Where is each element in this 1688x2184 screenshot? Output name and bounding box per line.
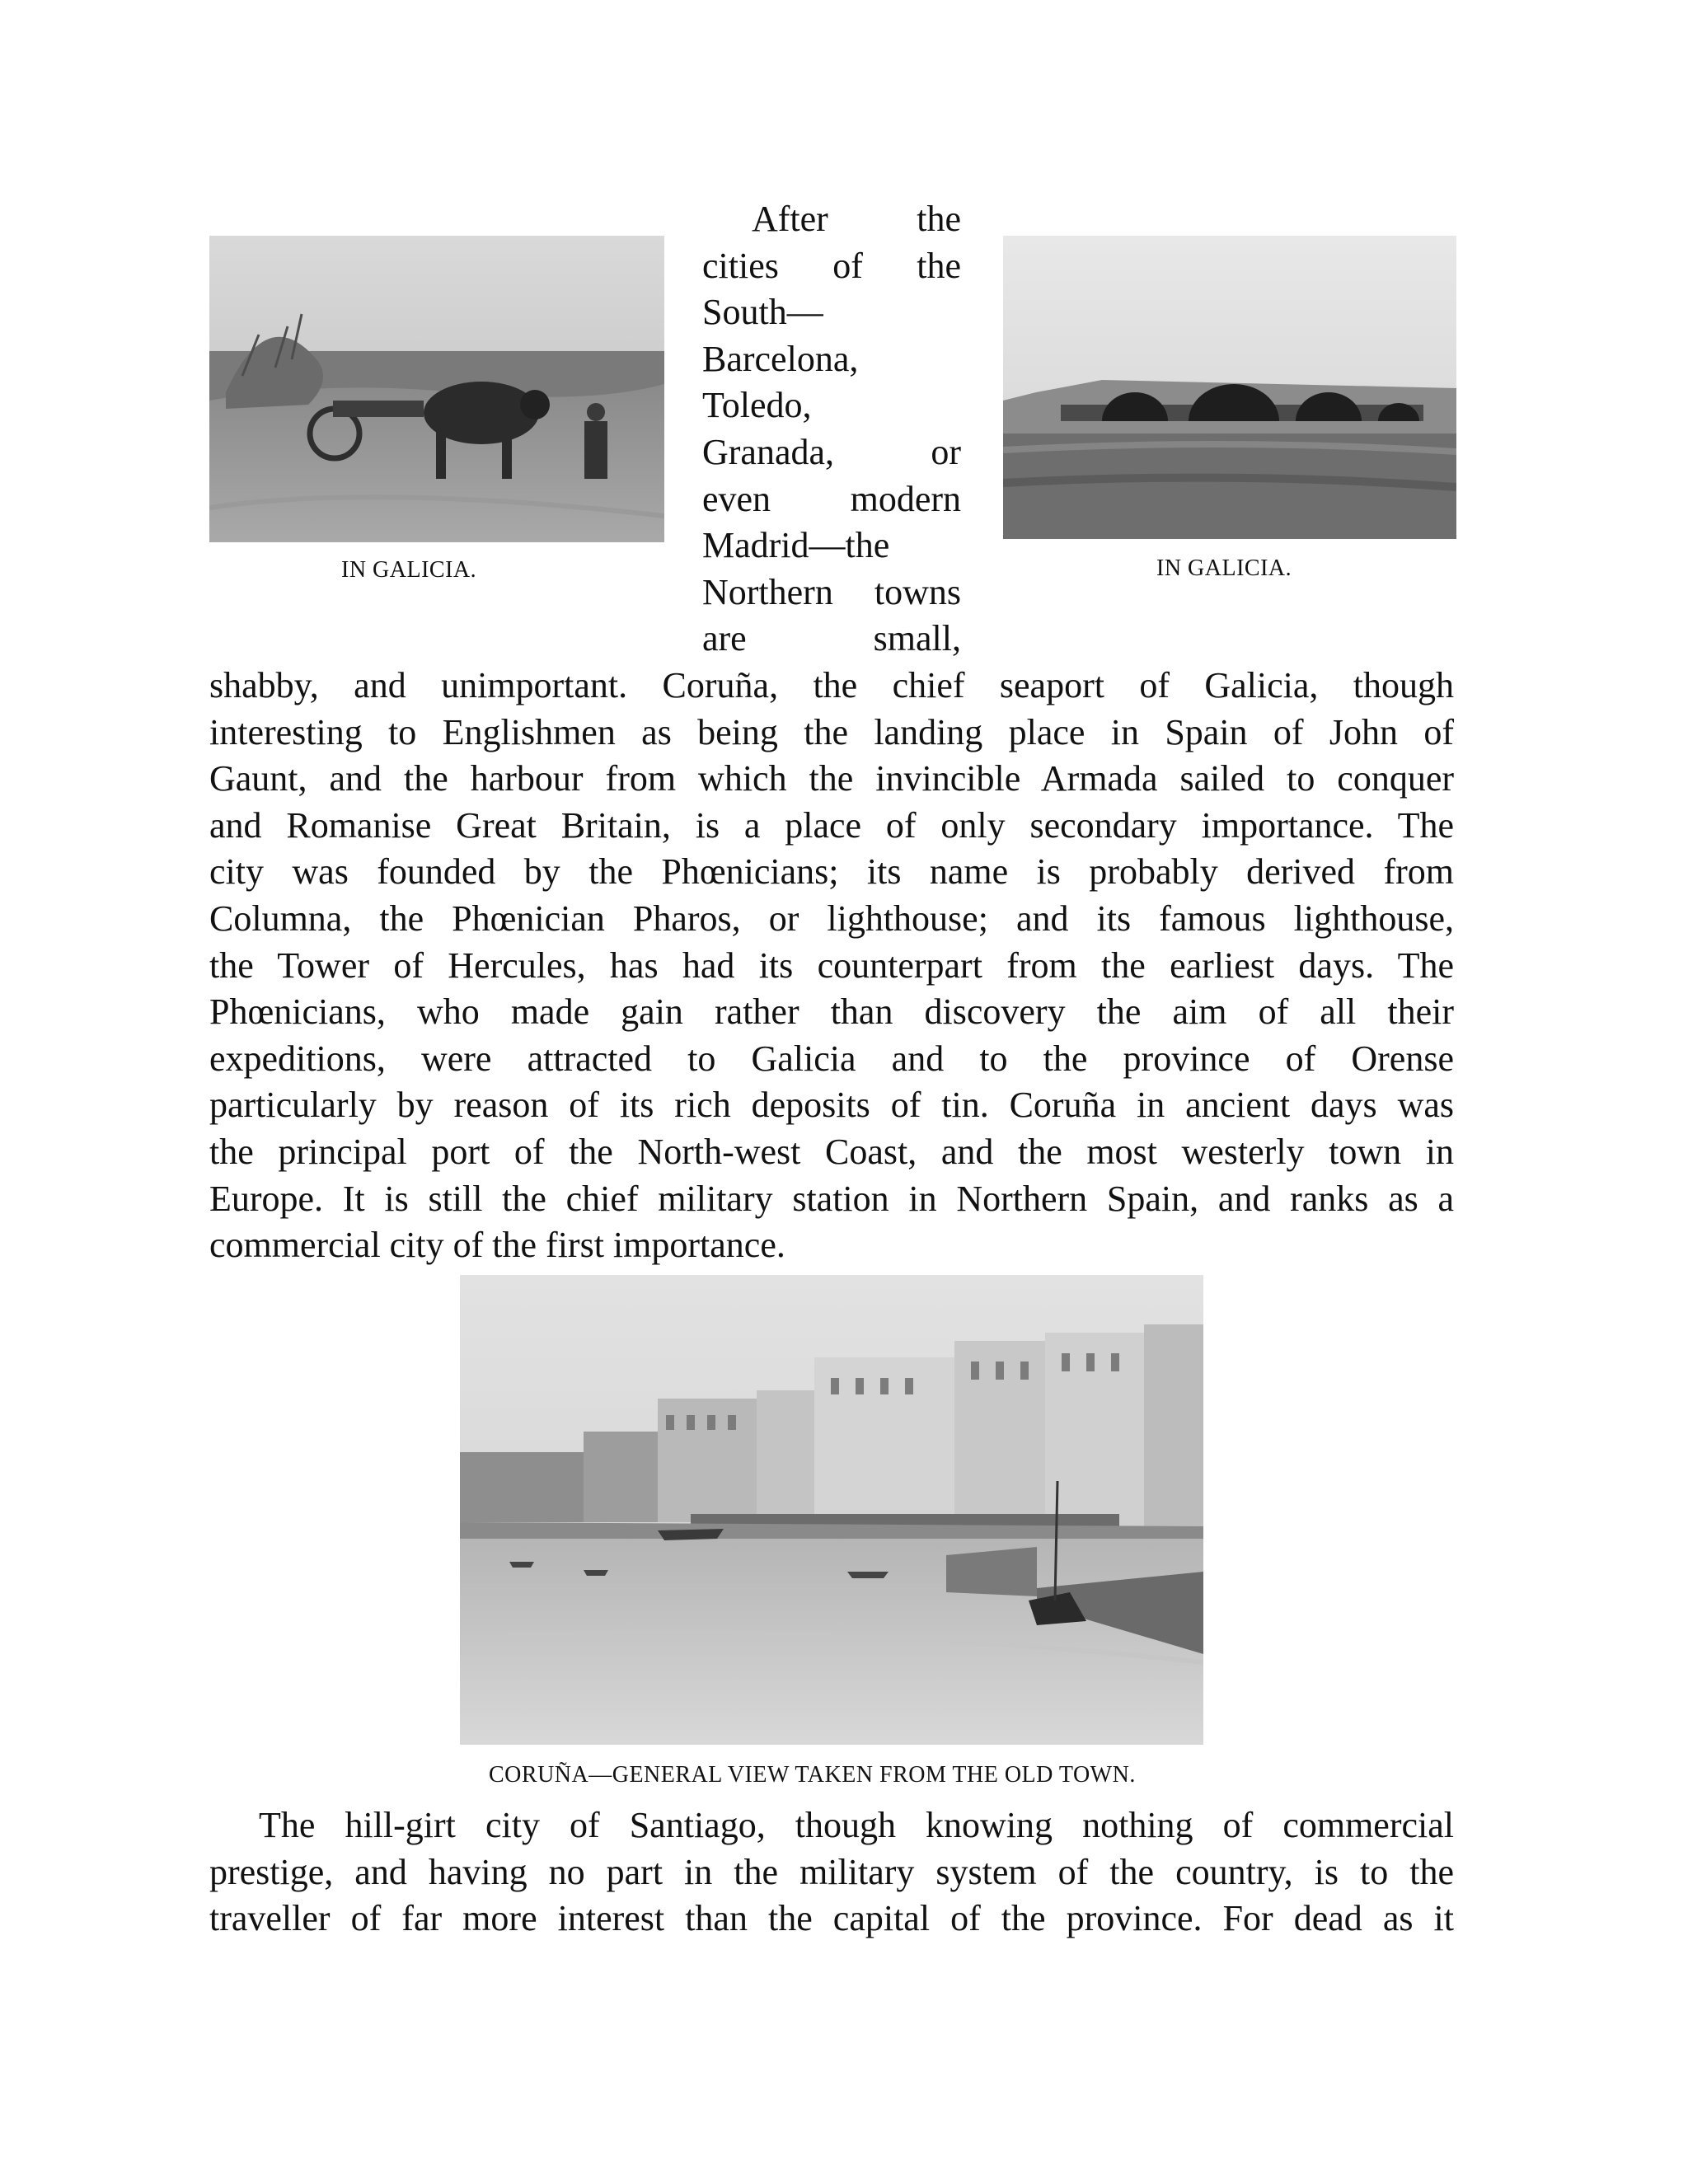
text-line: are small, xyxy=(702,618,961,659)
text-line: Madrid—the xyxy=(702,525,890,566)
text-line: expeditions, were attracted to Galicia and to the province of Orense xyxy=(209,1038,1454,1079)
text-line: prestige, and having no part in the military system of the country, is to the xyxy=(209,1851,1454,1892)
text-line: After the xyxy=(752,199,961,239)
text-line: traveller of far more interest than the capital of the province. For dead as it xyxy=(209,1898,1454,1939)
text-line: commercial city of the first importance. xyxy=(209,1225,785,1266)
text-line: Columna, the Phœnician Pharos, or lighthouse; and its famous lighthouse, xyxy=(209,898,1454,939)
text-line: South— xyxy=(702,292,823,333)
text-line: Phœnicians, who made gain rather than discovery the aim of all their xyxy=(209,991,1454,1033)
paragraph-2-body xyxy=(209,1802,1454,1943)
text-line: Barcelona, xyxy=(702,338,859,379)
figure-caption-top-left: IN GALICIA. xyxy=(341,557,477,583)
text-line: interesting to Englishmen as being the landing place in Spain of John of xyxy=(209,711,1454,752)
bridge-photo xyxy=(1003,236,1456,539)
text-line: city was founded by the Phœnicians; its name is probably derived from xyxy=(209,851,1454,893)
text-line: the principal port of the North-west Coast, and the most westerly town in xyxy=(209,1131,1454,1172)
coruna-harbour-photo xyxy=(460,1275,1203,1745)
text-line: Toledo, xyxy=(702,385,812,426)
text-line: particularly by reason of its rich deposits of tin. Coruña in ancient days was xyxy=(209,1085,1454,1126)
text-line: The hill-girt city of Santiago, though knowing nothing of commercial xyxy=(259,1805,1454,1845)
paragraph-1-body xyxy=(209,663,1454,1269)
text-line: shabby, and unimportant. Coruña, the chief seaport of Galicia, though xyxy=(209,665,1454,705)
text-line: Granada, or xyxy=(702,431,961,472)
text-line: cities of the xyxy=(702,245,961,286)
text-line: Northern towns xyxy=(702,571,961,612)
text-line: Europe. It is still the chief military station in Northern Spain, and ranks as a xyxy=(209,1178,1454,1219)
ox-cart-photo xyxy=(209,236,664,542)
text-line: the Tower of Hercules, has had its counterpart from the earliest days. The xyxy=(209,944,1454,986)
text-line: and Romanise Great Britain, is a place of only secondary importance. The xyxy=(209,804,1454,846)
paragraph-1-narrow-column xyxy=(702,196,961,663)
text-line: Gaunt, and the harbour from which the invincible Armada sailed to conquer xyxy=(209,758,1454,799)
text-line: even modern xyxy=(702,478,961,519)
figure-caption-bottom: CORUÑA—GENERAL VIEW TAKEN FROM THE OLD TOWN. xyxy=(489,1762,1136,1788)
figure-caption-top-right: IN GALICIA. xyxy=(1156,555,1292,581)
